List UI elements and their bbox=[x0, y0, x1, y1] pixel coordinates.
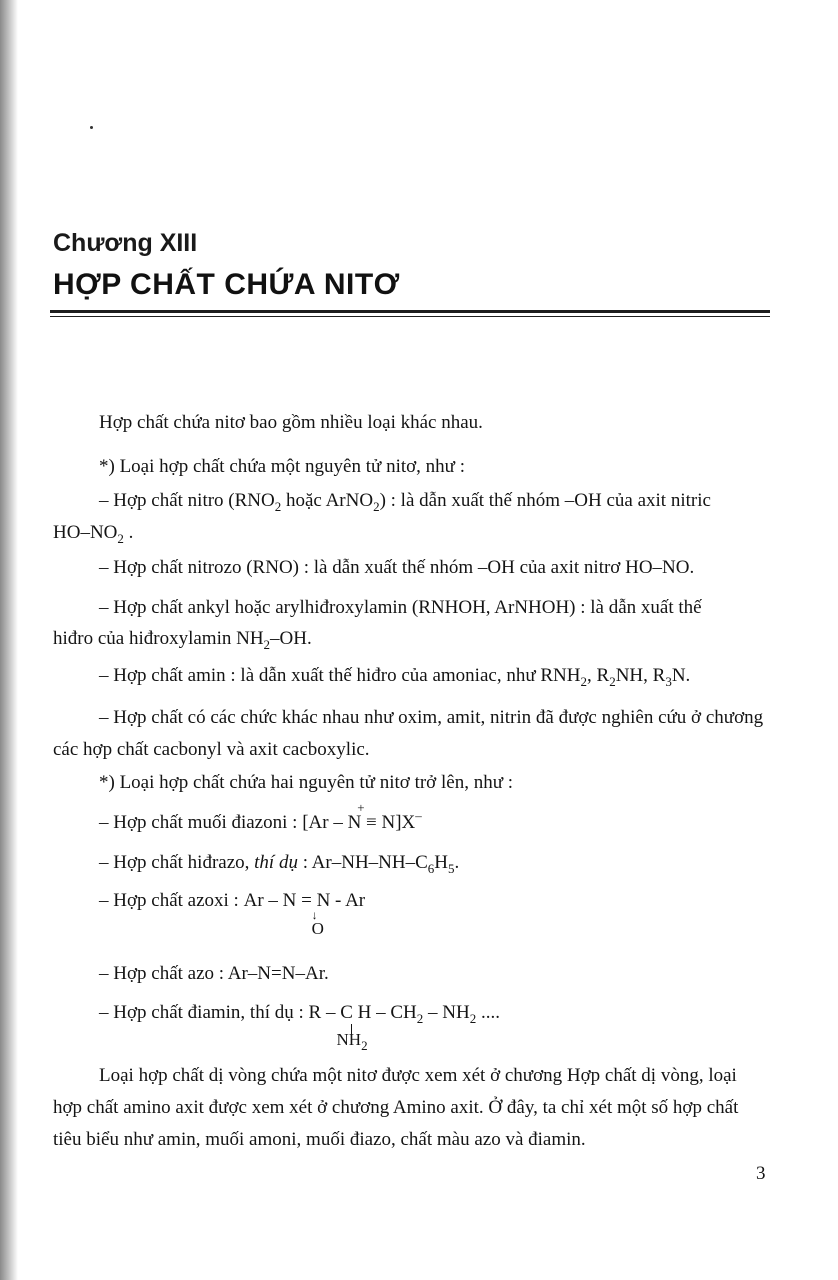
title-rule-thin bbox=[50, 316, 770, 317]
azoxi-formula: Ar – N = N - Ar ↓ O bbox=[243, 890, 366, 938]
azo-line: – Hợp chất azo : Ar–N=N–Ar. bbox=[99, 963, 329, 984]
diamin-branch: $NH_2$ bbox=[336, 1030, 368, 1053]
speck bbox=[90, 126, 93, 129]
group2-heading: *) Loại hợp chất chứa hai nguyên tử nitơ trở lên, như : bbox=[99, 772, 514, 793]
diamin-formula: R – C H – $CH_2 - NH_2$ .... $NH_2$ bbox=[308, 1002, 500, 1053]
nitrozo-line: – Hợp chất nitrozo (RNO) : là dẫn xuất thế nhóm –OH của axit nitrơ HO–NO. bbox=[99, 557, 695, 578]
hydroxylamin-line2: hiđro của hiđroxylamin $NH_2-OH$. bbox=[53, 628, 312, 652]
page-binding-edge bbox=[0, 0, 18, 1280]
closing-paragraph: Loại hợp chất dị vòng chứa một nitơ được xem xét ở chương Hợp chất dị vòng, loại hợp chất amino axit được xem xét ở chương Amino axit. Ở đây, ta chỉ xét một số hợp chất tiêu biểu như amin, muối amoni, muối điazo, chất màu azo và điamin. bbox=[53, 1065, 739, 1150]
diazoni-line: – Hợp chất muối điazoni : [Ar – N ≡ N]X– + bbox=[99, 800, 422, 833]
diamin-line: – Hợp chất điamin, thí dụ : R – C H – $CH_2 - NH_2$ .... $NH_2$ bbox=[99, 1002, 500, 1053]
chapter-title: HỢP CHẤT CHỨA NITƠ bbox=[53, 268, 400, 301]
amin-line: – Hợp chất amin : là dẫn xuất thế hiđro của amoniac, như $RNH_2$, $R_2NH$, $R_3N$. bbox=[99, 665, 691, 689]
other-compounds-paragraph: – Hợp chất có các chức khác nhau như oxim, amit, nitrin đã được nghiên cứu ở chương các hợp chất cacbonyl và axit cacboxylic. bbox=[53, 707, 764, 760]
nitro-line1: – Hợp chất nitro ($RNO_2$ hoặc ArNO$_2$) : là dẫn xuất thế nhóm –OH của axit nitric bbox=[99, 490, 711, 514]
chapter-label: Chương XIII bbox=[53, 229, 198, 257]
nitro-line2: $HO-NO_2$ . bbox=[53, 522, 134, 546]
hydroxylamin-line1: – Hợp chất ankyl hoặc arylhiđroxylamin (RNHOH, ArNHOH) : là dẫn xuất thế bbox=[99, 597, 702, 618]
title-rule-thick bbox=[50, 310, 770, 313]
group1-heading: *) Loại hợp chất chứa một nguyên tử nitơ, như : bbox=[99, 456, 466, 477]
azoxi-oxygen: ↓ O bbox=[311, 908, 324, 938]
hidrazo-line: – Hợp chất hiđrazo, thí dụ : $Ar-NH-NH-C_6H_5$. bbox=[99, 852, 460, 876]
azoxi-line: – Hợp chất azoxi : Ar – N = N - Ar ↓ O bbox=[99, 890, 366, 938]
page-number: 3 bbox=[756, 1163, 766, 1184]
intro-paragraph: Hợp chất chứa nitơ bao gồm nhiều loại khác nhau. bbox=[99, 412, 483, 433]
diazoni-formula: [Ar – N ≡ N]X– + bbox=[302, 800, 422, 833]
